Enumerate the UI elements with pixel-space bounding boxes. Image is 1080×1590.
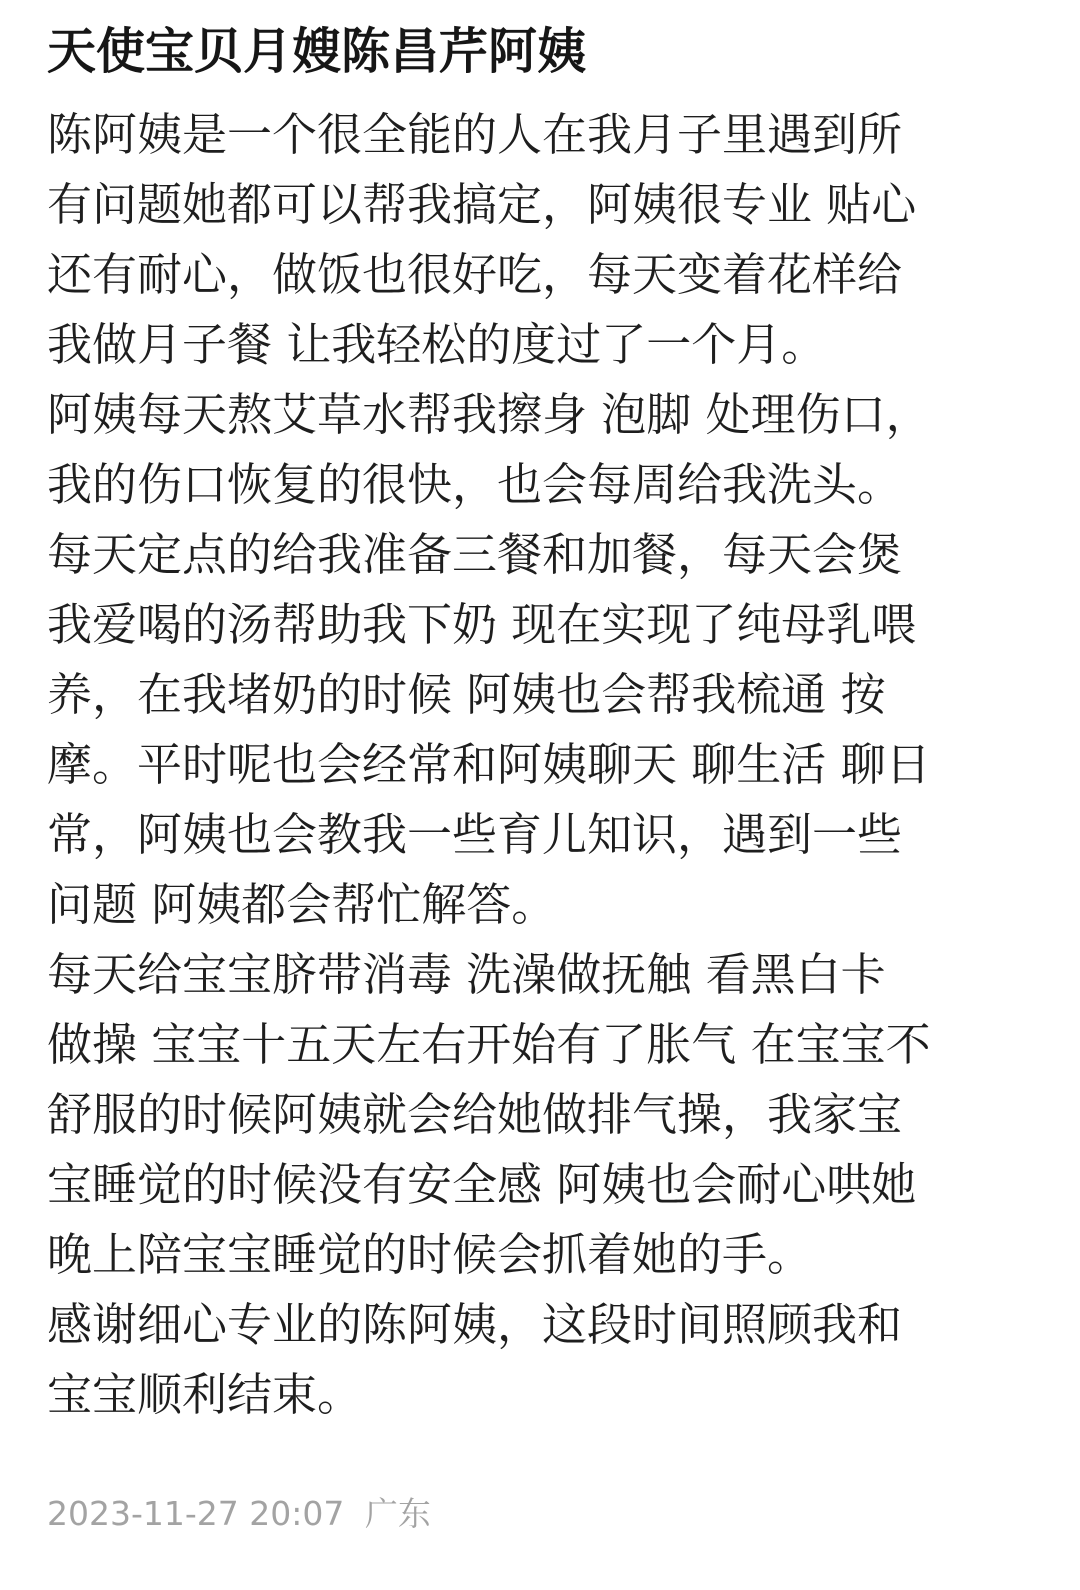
post-timestamp: 2023-11-27 20:07 [47,1494,345,1533]
post-body-line: 有问题她都可以帮我搞定，阿姨很专业 贴心 [47,178,917,231]
post-body-line: 陈阿姨是一个很全能的人在我月子里遇到所 [47,108,903,161]
post-body-line: 摩。平时呢也会经常和阿姨聊天 聊生活 聊日 [47,738,931,791]
post-body-line: 我的伤口恢复的很快，也会每周给我洗头。 [47,458,903,511]
post-body-line: 每天定点的给我准备三餐和加餐，每天会煲 [47,528,903,581]
post-title: 天使宝贝月嫂陈昌芹阿姨 [47,23,587,80]
post-meta [47,1492,431,1536]
post-body-line: 我做月子餐 让我轻松的度过了一个月。 [47,318,827,371]
post-body-line: 宝宝顺利结束。 [47,1368,363,1421]
post-body-line: 感谢细心专业的陈阿姨，这段时间照顾我和 [47,1298,903,1351]
post-location: 广东 [364,1494,431,1533]
post-body-line: 阿姨每天熬艾草水帮我擦身 泡脚 处理伤口， [47,388,931,441]
post-body-line: 宝睡觉的时候没有安全感 阿姨也会耐心哄她 [47,1158,917,1211]
post [47,0,1022,1533]
post-body-line: 每天给宝宝脐带消毒 洗澡做抚触 看黑白卡 [47,948,886,1001]
post-body-line: 舒服的时候阿姨就会给她做排气操，我家宝 [47,1088,903,1141]
post-body-line: 常，阿姨也会教我一些育儿知识，遇到一些 [47,808,903,861]
post-body-line: 还有耐心，做饭也很好吃，每天变着花样给 [47,248,903,301]
post-body-line: 晚上陪宝宝睡觉的时候会抓着她的手。 [47,1228,813,1281]
post-body-line: 我爱喝的汤帮助我下奶 现在实现了纯母乳喂 [47,598,917,651]
post-body-line: 问题 阿姨都会帮忙解答。 [47,878,557,931]
post-body [47,100,1022,1430]
post-body-line: 做操 宝宝十五天左右开始有了胀气 在宝宝不 [47,1018,931,1071]
post-body-line: 养，在我堵奶的时候 阿姨也会帮我梳通 按 [47,668,886,721]
